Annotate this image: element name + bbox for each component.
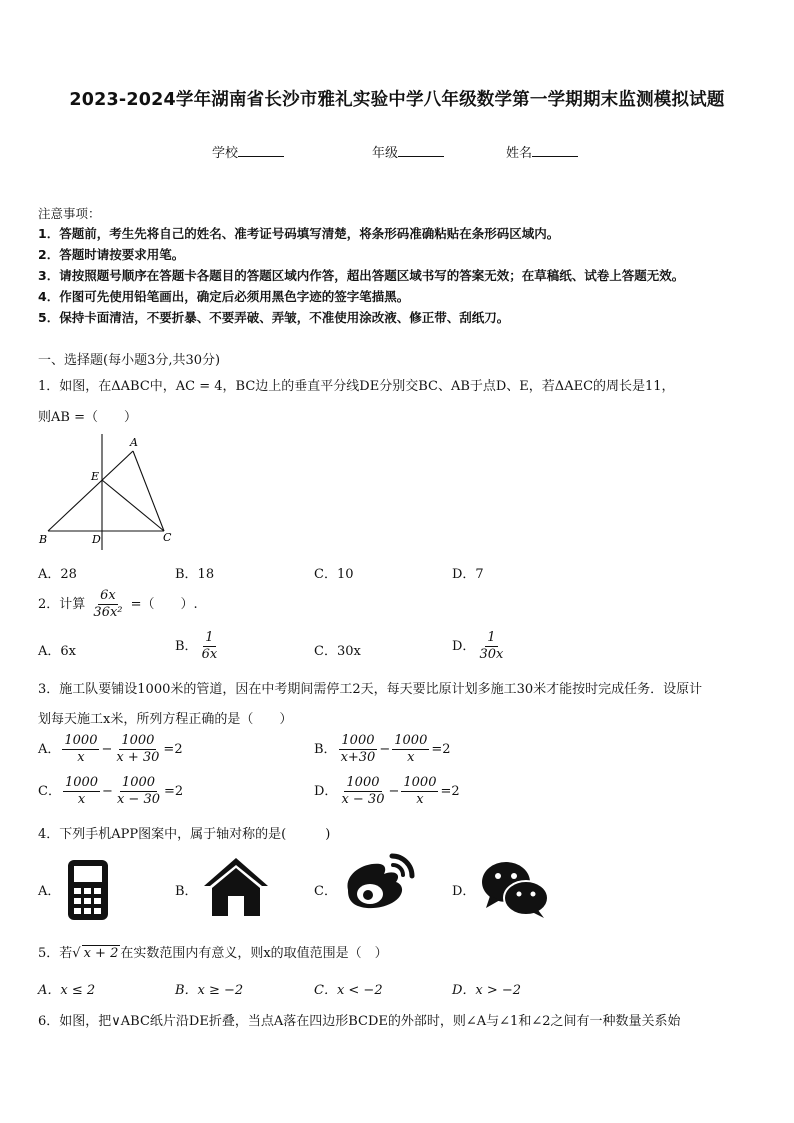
section-heading: 一、选择题(每小题3分,共30分) (38, 353, 221, 368)
phone-icon[interactable] (66, 858, 110, 922)
wechat-icon[interactable] (480, 858, 550, 920)
q3-stem-line1: 3．施工队要铺设1000米的管道，因在中考期间需停工2天，每天要比原计划多施工30米才能按时完成任务．设原计 (38, 682, 703, 697)
name-label: 姓名 (506, 146, 533, 161)
q5-stem: 5．若√ x + 2 在实数范围内有意义，则x的取值范围是（ ） (38, 946, 388, 961)
q2-option-a[interactable]: A．6x (38, 644, 76, 659)
q1-option-a[interactable]: A．28 (38, 567, 77, 582)
q1-option-b[interactable]: B．18 (175, 567, 215, 582)
q1-stem-line2: 则AB =（ ） (38, 410, 137, 425)
q2-option-d[interactable]: D． $\frac{1}{30x}$ (452, 630, 504, 662)
label-D: D (92, 533, 101, 546)
note-item: 2．答题时请按要求用笔。 (38, 247, 185, 262)
q2-option-b[interactable]: B． $\frac{1}{6x}$ (175, 630, 218, 662)
q5-radicand: x + 2 (83, 946, 119, 961)
q5-option-a[interactable]: A．x ≤ 2 (38, 983, 96, 998)
q3-option-d[interactable]: D． $\frac{1000}{x - 30}$ − $\frac{1000}{x}$ =2 (314, 775, 460, 807)
q5-option-d[interactable]: D．x > −2 (452, 983, 522, 998)
q1-option-d[interactable]: D．7 (452, 567, 484, 582)
q1-stem-line1: 1．如图，在ΔABC中，AC = 4，BC边上的垂直平分线DE分别交BC、AB于点D、E，若ΔAEC的周长是11， (38, 379, 675, 394)
q4-option-c-label[interactable]: C． (314, 884, 337, 899)
name-field[interactable] (506, 142, 578, 161)
note-item: 1．答题前，考生先将自己的姓名、准考证号码填写清楚，将条形码准确粘贴在条形码区域内。 (38, 226, 560, 241)
q4-option-d-label[interactable]: D． (452, 884, 476, 899)
home-icon[interactable] (202, 856, 270, 918)
notes-heading: 注意事项： (38, 206, 101, 221)
note-item: 4．作图可先使用铅笔画出，确定后必须用黑色字迹的签字笔描黑。 (38, 289, 410, 304)
grade-label: 年级 (372, 146, 399, 161)
label-B: B (39, 533, 48, 546)
q6-stem-line1: 6．如图，把∨ABC纸片沿DE折叠，当点A落在四边形BCDE的外部时，则∠A与∠1和∠2之间有一种数量关系始 (38, 1014, 681, 1029)
q2-option-c[interactable]: C．30x (314, 644, 361, 659)
q3-stem-line2: 划每天施工x米，所列方程正确的是（ ） (38, 712, 293, 727)
note-item: 3．请按照题号顺序在答题卡各题目的答题区域内作答，超出答题区域书写的答案无效；在草稿纸、试卷上答题无效。 (38, 268, 685, 283)
q2-stem (38, 588, 198, 621)
q4-option-b-label[interactable]: B． (175, 884, 198, 899)
q3-option-b[interactable]: B． $\frac{1000}{x+30}$ − $\frac{1000}{x}$ =2 (314, 733, 451, 765)
label-C: C (163, 531, 172, 544)
label-A: A (130, 436, 138, 449)
school-field[interactable] (212, 142, 284, 161)
grade-field[interactable] (372, 142, 444, 161)
q2-suffix: =（ ）. (130, 597, 198, 612)
q4-stem: 4．下列手机APP图案中，属于轴对称的是( ) (38, 827, 331, 842)
q3-option-c[interactable]: C． $\frac{1000}{x}$ − $\frac{1000}{x - 30}$ =2 (38, 775, 184, 807)
label-E: E (91, 470, 100, 483)
q5-option-b[interactable]: B．x ≥ −2 (175, 983, 244, 998)
q2-prefix: 2．计算 (38, 597, 86, 612)
q1-option-c[interactable]: C．10 (314, 567, 354, 582)
school-label: 学校 (212, 146, 239, 161)
weibo-icon[interactable] (340, 852, 416, 914)
q4-option-a-label[interactable]: A． (38, 884, 61, 899)
q1-triangle-figure (36, 430, 186, 555)
page-title: 2023-2024学年湖南省长沙市雅礼实验中学八年级数学第一学期期末监测模拟试题 (69, 90, 725, 110)
q3-option-a[interactable]: A． $\frac{1000}{x}$ − $\frac{1000}{x + 30}$ =2 (38, 733, 183, 765)
q2-fraction: $\frac{6x}{\text{36x²}}$ (93, 588, 123, 620)
q5-option-c[interactable]: C．x < −2 (314, 983, 383, 998)
note-item: 5．保持卡面清洁，不要折暴、不要弄破、弄皱，不准使用涂改液、修正带、刮纸刀。 (38, 310, 510, 325)
